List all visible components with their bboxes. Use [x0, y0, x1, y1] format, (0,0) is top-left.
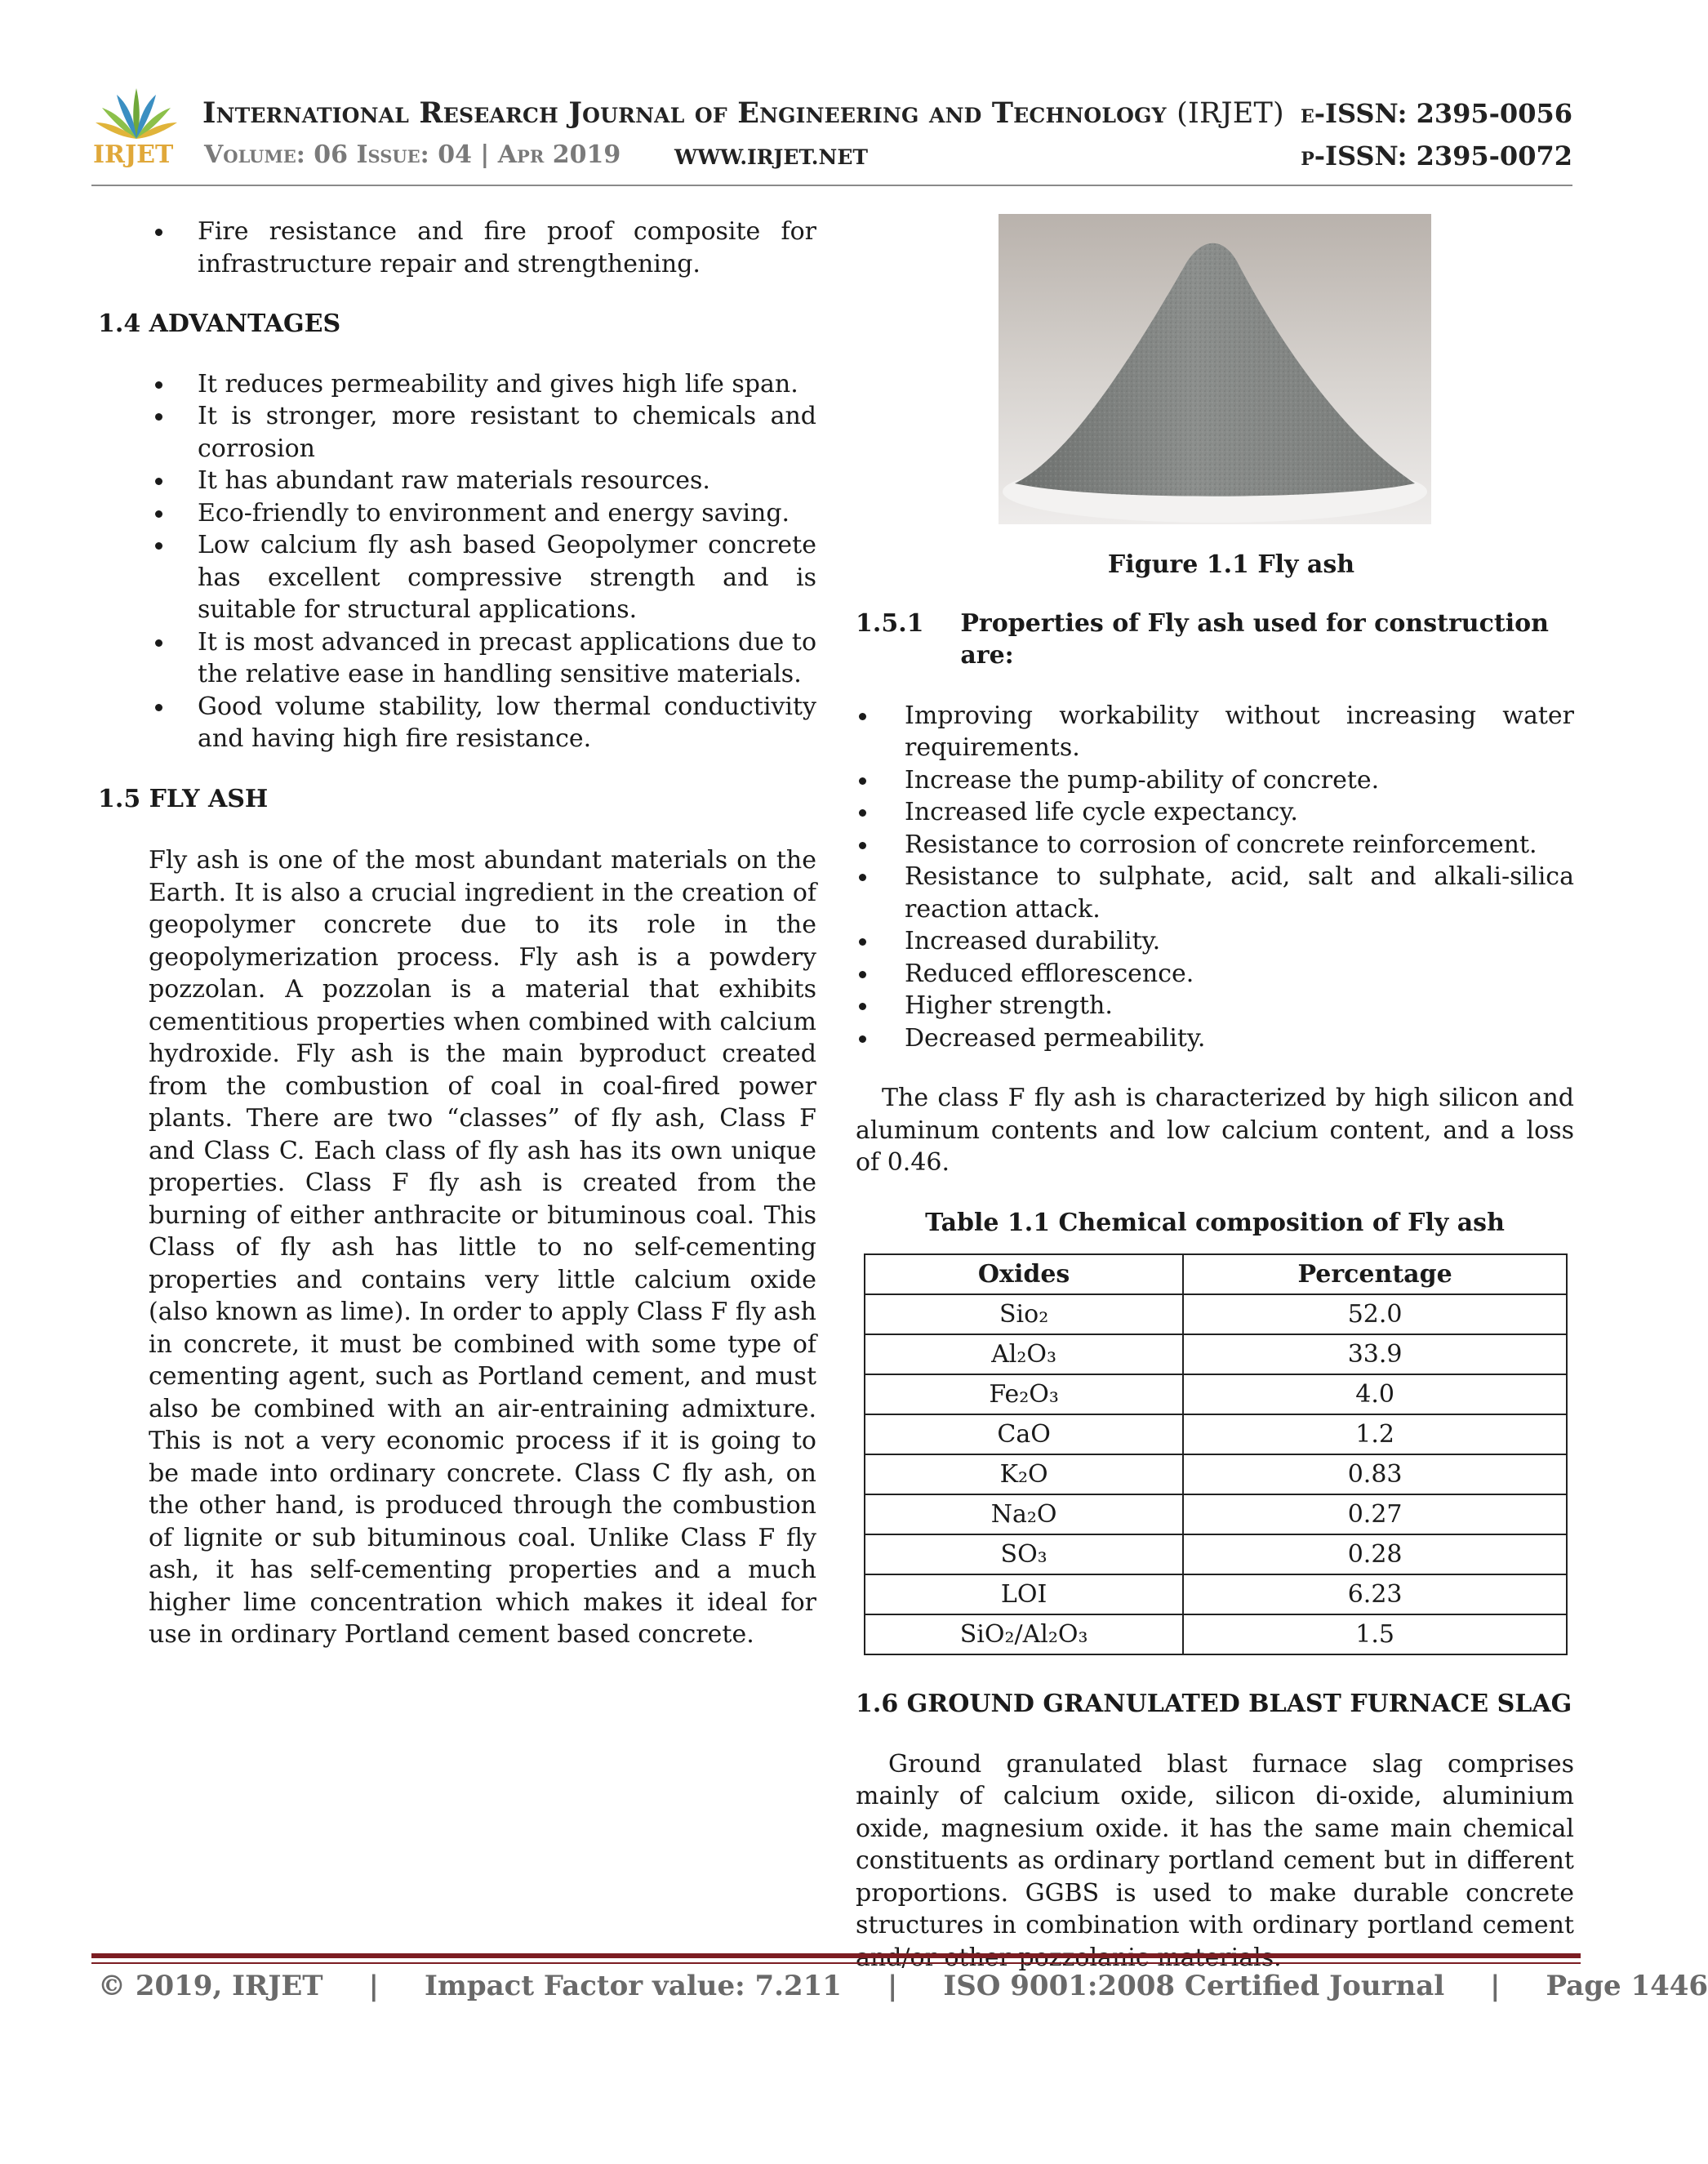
right-column — [856, 214, 1574, 1974]
table-header-row — [865, 1254, 1567, 1294]
percentage-cell: 0.28 — [1183, 1534, 1567, 1574]
table-row — [865, 1614, 1567, 1654]
percentage-cell: 0.27 — [1183, 1494, 1567, 1534]
list-item: Improving workability without increasing water requirements. — [856, 700, 1574, 764]
footer-page-number: Page 1446 — [1546, 1970, 1708, 2002]
list-item: Low calcium fly ash based Geopolymer concrete has excellent compressive strength and is suitable for structural applications. — [98, 529, 816, 626]
oxide-cell: LOI — [865, 1574, 1183, 1614]
percentage-cell: 52.0 — [1183, 1294, 1567, 1334]
logo-text: IRJET — [93, 140, 174, 169]
section-heading-advantages: 1.4 ADVANTAGES — [98, 309, 341, 338]
list-item: Resistance to corrosion of concrete reinforcement. — [856, 829, 1574, 862]
left-column — [98, 216, 816, 1651]
oxide-cell: Fe₂O₃ — [865, 1374, 1183, 1414]
oxide-cell: Na₂O — [865, 1494, 1183, 1534]
oxide-cell: K₂O — [865, 1454, 1183, 1494]
table-row — [865, 1294, 1567, 1334]
journal-website-link[interactable]: WWW.IRJET.NET — [674, 145, 868, 169]
class-f-paragraph: The class F fly ash is characterized by high silicon and aluminum contents and low calcium content, and a loss of 0.46. — [856, 1084, 1574, 1177]
percentage-cell: 4.0 — [1183, 1374, 1567, 1414]
table-row — [865, 1414, 1567, 1454]
advantages-list — [98, 368, 816, 755]
percentage-cell: 0.83 — [1183, 1454, 1567, 1494]
footer-divider-thick — [91, 1953, 1581, 1958]
footer-copyright: © 2019, IRJET — [98, 1970, 323, 2002]
list-item: It reduces permeability and gives high life span. — [98, 368, 816, 401]
list-item: It has abundant raw materials resources. — [98, 465, 816, 497]
footer-separator: | — [887, 1970, 898, 2002]
chemical-composition-table — [864, 1253, 1568, 1655]
list-item: Reduced efflorescence. — [856, 958, 1574, 991]
list-item: Higher strength. — [856, 990, 1574, 1022]
pissn: p-ISSN: 2395-0072 — [1301, 140, 1572, 171]
oxide-cell: Al₂O₃ — [865, 1334, 1183, 1374]
list-item: Increased life cycle expectancy. — [856, 796, 1574, 829]
subsection-heading-properties — [856, 608, 1574, 672]
table-row — [865, 1534, 1567, 1574]
footer-iso-certification: ISO 9001:2008 Certified Journal — [943, 1970, 1445, 2002]
page-footer — [98, 1970, 1708, 2002]
eissn: e-ISSN: 2395-0056 — [1300, 98, 1572, 129]
fly-ash-paragraph: Fly ash is one of the most abundant materials on the Earth. It is also a crucial ingredient in the creation of geopolymer concrete due to its role in the geopolymerization process. Fly ash is a powdery pozzolan. A pozzolan is a material that exhibits cementitious properties when combined with calcium hydroxide. Fly ash is the main byproduct created from the combustion of coal in coal-fired power plants. There are two “classes” of fly ash, Class F and Class C. Each class of fly ash has its own unique properties. Class F fly ash is created from the burning of either anthracite or bituminous coal. This Class of fly ash has little to no self-cementing properties and contains very little calcium oxide (also known as lime). In order to apply Class F fly ash in concrete, it must be combined with some type of cementing agent, such as Portland cement, and must also be combined with an air-entraining admixture. This is not a very economic process if it is going to be made into ordinary concrete. Class C fly ash, on the other hand, is produced through the combustion of lignite or sub bituminous coal. Unlike Class F fly ash, it has self-cementing properties and a much higher lime concentration which makes it ideal for use in ordinary Portland cement based concrete. — [149, 846, 816, 1649]
journal-title — [202, 96, 1284, 130]
figure-caption: Figure 1.1 Fly ash — [1107, 550, 1355, 579]
list-item: Fire resistance and fire proof composite for infrastructure repair and strengthening. — [98, 216, 816, 280]
column-header-oxides: Oxides — [865, 1254, 1183, 1294]
header-divider — [91, 185, 1572, 186]
oxide-cell: CaO — [865, 1414, 1183, 1454]
table-row — [865, 1454, 1567, 1494]
ggbs-paragraph: Ground granulated blast furnace slag comprises mainly of calcium oxide, silicon di-oxide, aluminium oxide, magnesium oxide. it has the same main chemical constituents as ordinary portland cement but in different proportions. GGBS is used to make durable concrete structures in combination with ordinary portland cement — [856, 1749, 1574, 1939]
percentage-cell: 6.23 — [1183, 1574, 1567, 1614]
section-heading-fly-ash: 1.5 FLY ASH — [98, 784, 269, 813]
section-heading-ggbs: 1.6 GROUND GRANULATED BLAST FURNACE SLAG — [856, 1690, 1572, 1718]
footer-divider-thin — [91, 1962, 1581, 1964]
journal-abbr: (IRJET) — [1176, 97, 1284, 130]
list-item: Good volume stability, low thermal conductivity and having high fire resistance. — [98, 691, 816, 755]
oxide-cell: SiO₂/Al₂O₃ — [865, 1614, 1183, 1654]
percentage-cell: 33.9 — [1183, 1334, 1567, 1374]
column-header-percentage: Percentage — [1183, 1254, 1567, 1294]
intro-bullet-list — [98, 216, 816, 280]
journal-title-text: International Research Journal of Engineering and Technology — [202, 96, 1167, 130]
subsection-title: Properties of Fly ash used for construction are: — [960, 608, 1549, 670]
percentage-cell: 1.5 — [1183, 1614, 1567, 1654]
footer-separator: | — [1490, 1970, 1501, 2002]
oxide-cell: SO₃ — [865, 1534, 1183, 1574]
subsection-number: 1.5.1 — [856, 608, 924, 638]
percentage-cell: 1.2 — [1183, 1414, 1567, 1454]
list-item: Increase the pump-ability of concrete. — [856, 764, 1574, 797]
volume-issue-line: Volume: 06 Issue: 04 | Apr 2019 — [204, 140, 621, 169]
list-item: Decreased permeability. — [856, 1022, 1574, 1055]
list-item: Resistance to sulphate, acid, salt and alkali-silica reaction attack. — [856, 861, 1574, 925]
properties-list — [856, 700, 1574, 1055]
fly-ash-figure-image — [999, 214, 1431, 524]
list-item: It is stronger, more resistant to chemicals and corrosion — [98, 400, 816, 465]
table-row — [865, 1374, 1567, 1414]
list-item: Increased durability. — [856, 925, 1574, 958]
list-item: Eco-friendly to environment and energy saving. — [98, 497, 816, 530]
footer-impact-factor: Impact Factor value: 7.211 — [424, 1970, 842, 2002]
footer-separator: | — [368, 1970, 379, 2002]
table-row — [865, 1334, 1567, 1374]
table-row — [865, 1494, 1567, 1534]
table-caption: Table 1.1 Chemical composition of Fly ash — [925, 1208, 1505, 1237]
list-item: It is most advanced in precast applications due to the relative ease in handling sensitive materials. — [98, 626, 816, 691]
table-row — [865, 1574, 1567, 1614]
oxide-cell: Sio₂ — [865, 1294, 1183, 1334]
